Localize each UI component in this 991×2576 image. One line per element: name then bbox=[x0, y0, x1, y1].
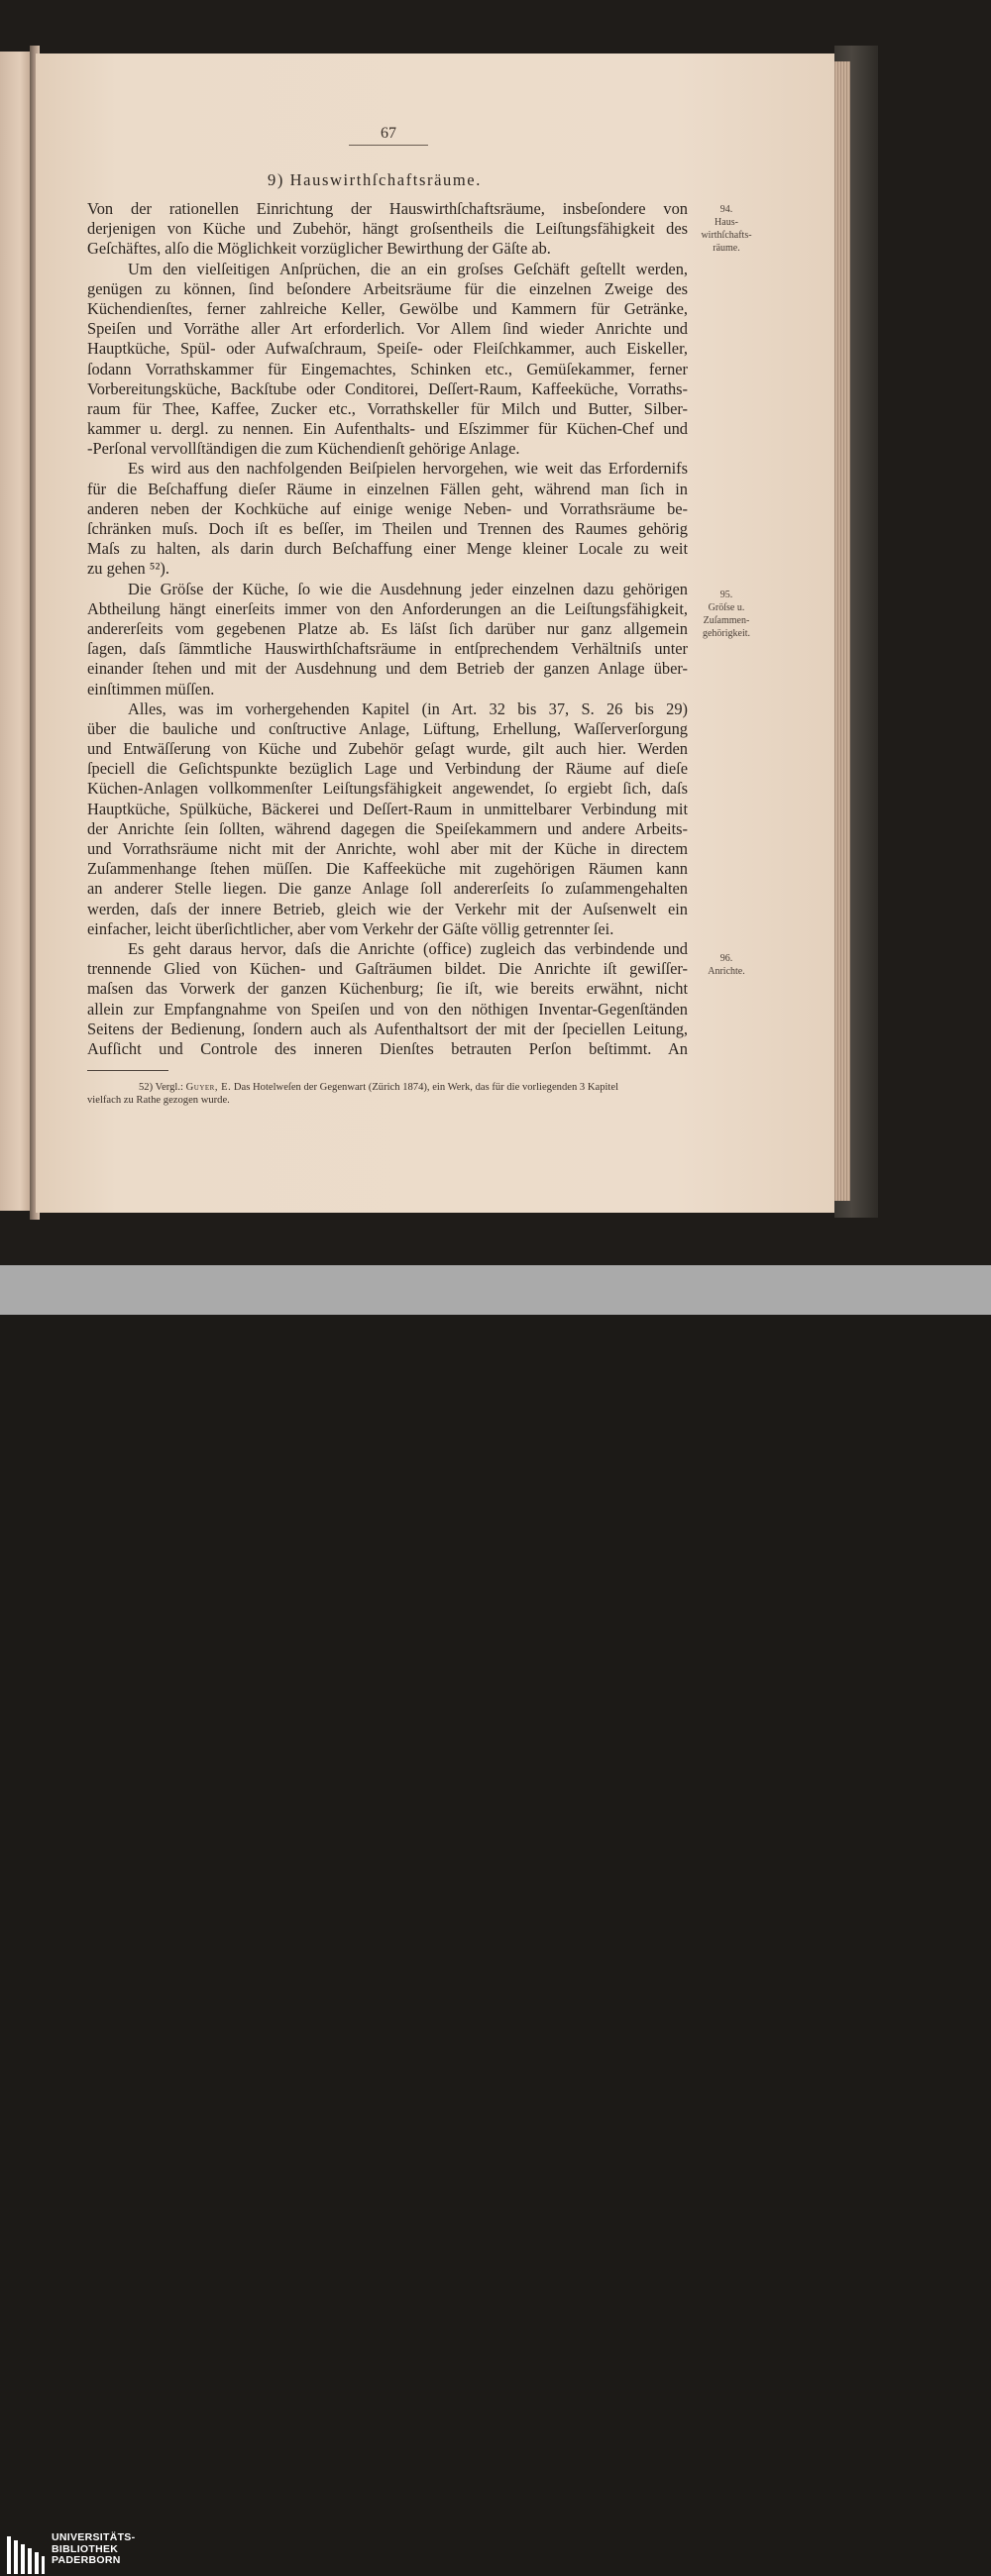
text-line: trennende Glied von Küchen- und Gaſträumen bildet. Die Anrichte iſt gewiſſer- bbox=[87, 959, 688, 979]
text-line: kammer u. dergl. zu nennen. Ein Aufenthalts- und Eſszimmer für Küchen-Chef und bbox=[87, 419, 688, 439]
text-line: Alles, was im vorhergehenden Kapitel (in Art. 32 bis 37, S. 26 bis 29) bbox=[128, 698, 688, 718]
text-line: Speiſen und Vorräthe aller Art erforderlich. Vor Allem ſind wieder Anrichte und bbox=[87, 319, 688, 339]
scanned-book-spread bbox=[0, 0, 991, 1265]
footnote-rule bbox=[87, 1070, 168, 1071]
text-line: und Entwäſſerung von Küche und Zubehör geſagt wurde, gilt auch hier. Werden bbox=[87, 739, 688, 759]
text-line: Vorbereitungsküche, Backſtube oder Conditorei, Deſſert-Raum, Kaffeeküche, Vorraths- bbox=[87, 378, 688, 398]
text-line: Küchen-Anlagen vollkommenſter Leiſtungsfähigkeit angewendet, ſo ergiebt ſich, daſs bbox=[87, 779, 688, 799]
footnote-marker: 52) bbox=[139, 1082, 154, 1093]
margin-note-number: 95. bbox=[719, 590, 733, 600]
text-line: allein zur Empfangnahme von Speiſen und von den nöthigen Inventar-Gegenſtänden bbox=[87, 999, 688, 1019]
library-name-line-2: BIBLIOTHEK bbox=[52, 2542, 119, 2555]
margin-note-label: Anrichte. bbox=[708, 966, 745, 977]
text-line: andererſeits vom gegebenen Platze ab. Es läſst ſich darüber nur ganz allgemein bbox=[87, 618, 688, 638]
margin-note-96 bbox=[692, 952, 761, 978]
text-line: ſagen, daſs ſämmtliche Hauswirthſchaftsräume in entſprechendem Verhältniſs unter bbox=[87, 639, 688, 659]
footnote-prefix: Vergl.: bbox=[155, 1082, 183, 1093]
margin-note-label: räume. bbox=[713, 243, 740, 254]
text-line: und Vorrathsräume nicht mit der Anrichte, wohl aber mit der Küche in directem bbox=[87, 839, 688, 858]
text-line: Abtheilung hängt einerſeits immer von den Anforderungen an die Leiſtungsfähigkeit, bbox=[87, 598, 688, 618]
footnote-author: Guyer, E. bbox=[185, 1082, 232, 1093]
text-line: Hauptküche, Spülküche, Bäckerei und Deſſert-Raum in unmittelbarer Verbindung mit bbox=[87, 799, 688, 818]
text-line: Maſs zu halten, als darin durch Beſchaffung einer Menge kleiner Locale zu weit bbox=[87, 539, 688, 559]
text-line: ſchränken muſs. Doch iſt es beſſer, im Theilen und Trennen des Raumes gehörig bbox=[87, 519, 688, 538]
margin-note-number: 94. bbox=[719, 204, 733, 215]
text-line: einfacher, leicht überſichtlicher, aber vom Verkehr der Gäſte völlig getrennter ſei. bbox=[87, 918, 614, 938]
text-line: derjenigen von Küche und Zubehör, hängt groſsentheils die Leiſtungsfähigkeit des bbox=[87, 219, 688, 239]
margin-note-label: gehörigkeit. bbox=[702, 628, 751, 639]
text-line: genügen zu können, ſind beſondere Arbeitsräume für die einzelnen Zweige des bbox=[87, 278, 688, 298]
text-line: Seitens der Bedienung, ſondern auch als Aufenthaltsort der mit der ſpeciellen Leitung, bbox=[87, 1019, 688, 1038]
margin-note-95 bbox=[692, 589, 761, 640]
margin-note-label: Gröſse u. bbox=[708, 602, 745, 613]
text-line: zu gehen ⁵²). bbox=[87, 559, 169, 579]
page-number: 67 bbox=[381, 125, 396, 142]
text-line: Es wird aus den nachfolgenden Beiſpielen hervorgehen, wie weit das Erfordernifs bbox=[128, 459, 688, 479]
margin-note-label: Zuſammen- bbox=[703, 615, 750, 626]
text-line: anderen neben der Kochküche auf einige wenige Neben- und Vorrathsräume be- bbox=[87, 498, 688, 518]
text-line: über die bauliche und conſtructive Anlage, Lüftung, Erhellung, Waſſerverſorgung bbox=[87, 718, 688, 738]
library-name bbox=[52, 2532, 135, 2567]
section-heading: 9) Hauswirthſchaftsräume. bbox=[268, 170, 482, 189]
page-number-rule bbox=[349, 145, 428, 146]
text-line: maſsen das Vorwerk der ganzen Küchenburg; ſie iſt, wie bereits erwähnt, nicht bbox=[87, 979, 688, 999]
text-line: Hauptküche, Spül- oder Aufwaſchraum, Speiſe- oder Fleiſchkammer, auch Eiskeller, bbox=[87, 339, 688, 359]
footnote-line-1 bbox=[87, 1081, 688, 1094]
text-line: einſtimmen müſſen. bbox=[87, 679, 215, 698]
text-line: Zuſammenhange ſtehen müſſen. Die Kaffeeküche mit zugehörigen Räumen kann bbox=[87, 859, 688, 879]
text-line: Geſchäftes, alſo die Möglichkeit vorzüglicher Bewirthung der Gäſte ab. bbox=[87, 239, 551, 259]
margin-note-label: wirthſchafts- bbox=[701, 230, 752, 241]
library-name-line-3: PADERBORN bbox=[52, 2554, 121, 2566]
footnote bbox=[87, 1081, 688, 1107]
margin-note-94 bbox=[692, 203, 761, 255]
text-line: einander ſtehen und mit der Ausdehnung und dem Betrieb der ganzen Anlage über- bbox=[87, 659, 688, 679]
footnote-text: Das Hotelweſen der Gegenwart (Zürich 1874), ein Werk, das für die vorliegenden 3 Kapitel bbox=[233, 1082, 619, 1093]
left-page-edge bbox=[0, 52, 34, 1211]
text-line: raum für Thee, Kaffee, Zucker etc., Vorrathskeller für Milch und Butter, Silber- bbox=[87, 398, 688, 418]
text-line: für die Beſchaffung dieſer Räume in einzelnen Fällen geht, während man ſich in bbox=[87, 479, 688, 498]
text-line: Es geht daraus hervor, daſs die Anrichte (office) zugleich das verbindende und bbox=[128, 938, 688, 958]
text-line: Aufſicht und Controle des inneren Dienſtes betrauten Perſon beſtimmt. An bbox=[87, 1038, 688, 1058]
text-line: ſodann Vorrathskammer für Eingemachtes, Schinken etc., Gemüſekammer, ferner bbox=[87, 359, 688, 378]
library-name-line-1: UNIVERSITÄTS- bbox=[52, 2531, 136, 2543]
text-line: Die Gröſse der Küche, ſo wie die Ausdehnung jeder einzelnen dazu gehörigen bbox=[128, 579, 688, 598]
body-text bbox=[87, 199, 688, 1059]
text-line: -Perſonal vervollſtändigen die zum Küchendienſt gehörige Anlage. bbox=[87, 439, 520, 459]
library-logo-icon bbox=[6, 2534, 46, 2576]
text-line: an anderer Stelle liegen. Die ganze Anlage ſoll andererſeits ſo zuſammengehalten bbox=[87, 879, 688, 899]
text-line: Von der rationellen Einrichtung der Hauswirthſchaftsräume, insbeſondere von bbox=[87, 199, 688, 218]
margin-note-number: 96. bbox=[719, 953, 733, 964]
margin-note-label: Haus- bbox=[715, 217, 738, 228]
text-line: ſpeciell die Geſichtspunkte bezüglich Lage und Verbindung der Räume auf dieſe bbox=[87, 759, 688, 779]
footnote-line-2: vielfach zu Rathe gezogen wurde. bbox=[87, 1095, 230, 1106]
text-line: werden, daſs der innere Betrieb, gleich wie der Verkehr mit der Auſsenwelt ein bbox=[87, 899, 688, 918]
page-edges bbox=[832, 61, 850, 1201]
text-line: Küchendienſtes, ferner zahlreiche Keller, Gewölbe und Kammern für Getränke, bbox=[87, 298, 688, 318]
text-line: Um den vielſeitigen Anſprüchen, die an ein groſses Geſchäft geſtellt werden, bbox=[128, 259, 688, 278]
library-footer bbox=[0, 1265, 991, 2566]
text-line: der Anrichte ſein ſollten, während dagegen die Speiſekammern und andere Arbeits- bbox=[87, 818, 688, 838]
